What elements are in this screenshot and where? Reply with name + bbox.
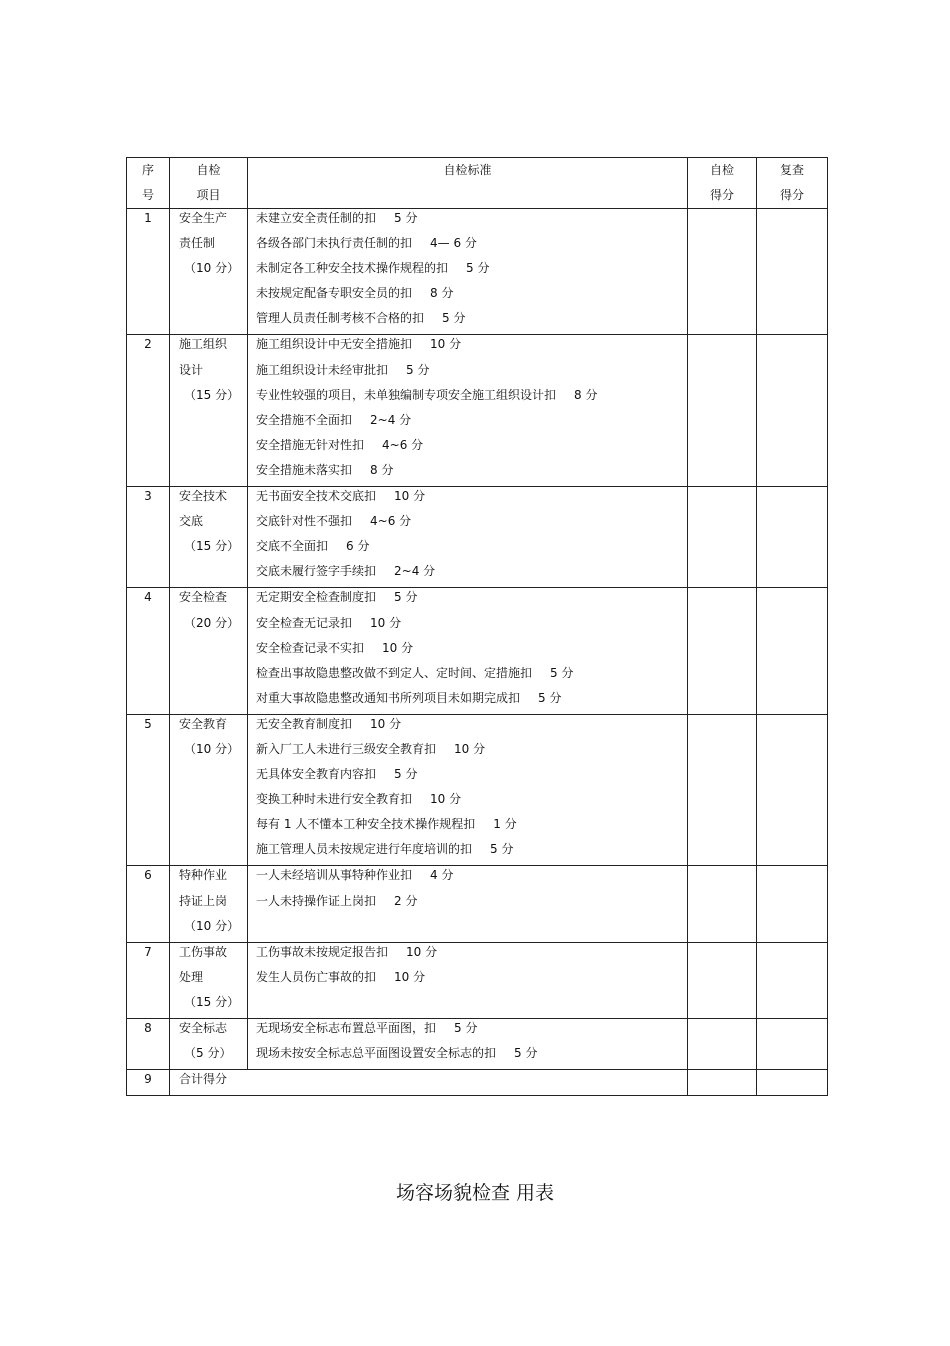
table-row (127, 942, 828, 1018)
row-number-cell (127, 1019, 170, 1070)
criterion-points: 10 分 (430, 337, 462, 352)
self-score-cell[interactable] (688, 335, 757, 487)
criterion-points: 5 分 (454, 1021, 478, 1035)
criterion-points: 4~6 分 (382, 437, 424, 452)
self-score-cell[interactable] (688, 866, 757, 942)
criterion-points: 5 分 (514, 1046, 538, 1061)
row-number: 6 (144, 868, 152, 883)
table-body (127, 209, 828, 1096)
criterion-line (248, 689, 687, 714)
row-number-cell (127, 487, 170, 588)
criterion-line (248, 461, 687, 486)
criterion-line (248, 512, 687, 537)
criterion-text: 一人未持操作证上岗扣 (256, 893, 377, 908)
self-score-cell[interactable] (688, 942, 757, 1018)
criterion-text: 管理人员责任制考核不合格的扣 (256, 311, 425, 326)
criterion-line (248, 309, 687, 334)
criterion-text: 交底针对性不强扣 (256, 514, 353, 529)
recheck-score-cell[interactable] (757, 1019, 828, 1070)
self-score-cell[interactable] (688, 487, 757, 588)
criteria-cell (248, 1019, 688, 1070)
criterion-text: 专业性较强的项目，未单独编制专项安全施工组织设计扣 (256, 387, 557, 402)
row-number: 2 (144, 337, 152, 352)
next-section-title: 场容场貌检查 用表 (395, 1182, 555, 1204)
header-self-score-line1: 自检 (709, 163, 734, 177)
check-item-points: （15 分） (184, 539, 240, 554)
criterion-line (248, 790, 687, 815)
check-item-points: （20 分） (184, 615, 240, 630)
criterion-text: 安全措施不全面扣 (256, 412, 353, 427)
header-row (127, 158, 828, 209)
row-number-cell (127, 714, 170, 866)
criterion-text: 无具体安全教育内容扣 (256, 767, 377, 782)
check-item-cell (170, 487, 248, 588)
criterion-points: 2~4 分 (394, 564, 436, 579)
criterion-text: 检查出事故隐患整改做不到定人、定时间、定措施扣 (256, 665, 533, 680)
self-score-cell[interactable] (688, 1019, 757, 1070)
total-label-cell (170, 1070, 688, 1096)
criteria-cell (248, 588, 688, 714)
row-number: 3 (144, 489, 152, 504)
header-item (170, 158, 248, 209)
row-number: 1 (144, 211, 152, 225)
table-row (127, 714, 828, 866)
criterion-text: 施工管理人员未按规定进行年度培训的扣 (256, 842, 473, 857)
criterion-points: 5 分 (394, 590, 418, 605)
check-item-name: 安全生产 (179, 211, 228, 225)
criterion-line (248, 436, 687, 461)
criterion-text: 变换工种时未进行安全教育扣 (256, 792, 413, 807)
criterion-text: 未制定各工种安全技术操作规程的扣 (256, 261, 449, 276)
header-no (127, 158, 170, 209)
row-number-cell (127, 209, 170, 335)
criterion-points: 10 分 (370, 716, 402, 731)
criterion-points: 5 分 (466, 261, 490, 276)
row-number: 4 (144, 590, 152, 605)
check-item-cell (170, 714, 248, 866)
criterion-points: 2~4 分 (370, 412, 412, 427)
criterion-line (248, 562, 687, 587)
criterion-points: 4— 6 分 (430, 236, 477, 251)
header-self-score-line2: 得分 (709, 188, 734, 202)
recheck-score-cell[interactable] (757, 714, 828, 866)
criterion-line (248, 1019, 687, 1044)
criterion-text: 安全措施无针对性扣 (256, 437, 365, 452)
criterion-line (248, 968, 687, 993)
criterion-text: 一人未经培训从事特种作业扣 (256, 868, 413, 883)
criterion-points: 5 分 (394, 767, 418, 782)
criterion-line (248, 284, 687, 309)
self-score-cell[interactable] (688, 209, 757, 335)
check-item-name: 持证上岗 (179, 893, 228, 908)
criterion-line (248, 1044, 687, 1069)
check-item-name: 安全检查 (179, 590, 228, 605)
row-number-cell (127, 588, 170, 714)
criterion-text: 交底不全面扣 (256, 539, 329, 554)
criterion-line (248, 259, 687, 284)
criterion-points: 6 分 (346, 539, 370, 554)
criterion-line (248, 209, 687, 234)
criteria-cell (248, 942, 688, 1018)
criterion-line (248, 335, 687, 360)
criterion-text: 发生人员伤亡事故的扣 (256, 969, 377, 984)
table-row (127, 335, 828, 487)
check-item-cell (170, 942, 248, 1018)
row-number-cell (127, 942, 170, 1018)
row-number-cell (127, 335, 170, 487)
check-item-points: （15 分） (184, 994, 240, 1009)
check-item-name: 交底 (179, 514, 204, 529)
criterion-line (248, 943, 687, 968)
table-row (127, 866, 828, 942)
criterion-text: 未按规定配备专职安全员的扣 (256, 286, 413, 301)
row-number-cell (127, 1070, 170, 1096)
criterion-text: 对重大事故隐患整改通知书所列项目未如期完成扣 (256, 690, 521, 705)
table-row (127, 588, 828, 714)
criterion-text: 各级各部门未执行责任制的扣 (256, 236, 413, 251)
header-item-line1: 自检 (196, 163, 221, 177)
criterion-line (248, 639, 687, 664)
criterion-points: 10 分 (394, 489, 426, 504)
criterion-text: 安全措施未落实扣 (256, 462, 353, 477)
header-recheck-score (757, 158, 828, 209)
criterion-points: 4~6 分 (370, 514, 412, 529)
criteria-cell (248, 335, 688, 487)
criterion-points: 10 分 (454, 741, 486, 756)
criterion-points: 5 分 (550, 665, 574, 680)
check-item-points: （10 分） (184, 741, 240, 756)
criterion-line (248, 715, 687, 740)
total-row (127, 1070, 828, 1096)
criterion-line (248, 386, 687, 411)
header-self-score (688, 158, 757, 209)
check-item-points: （15 分） (184, 387, 240, 402)
criterion-line (248, 917, 687, 942)
check-item-cell (170, 1019, 248, 1070)
criterion-points: 5 分 (538, 690, 562, 705)
header-recheck-score-line1: 复查 (779, 163, 804, 177)
criterion-points: 8 分 (430, 286, 454, 301)
header-standard (248, 158, 688, 209)
criterion-points: 5 分 (442, 311, 466, 326)
criterion-points: 4 分 (430, 868, 454, 883)
criterion-line (248, 840, 687, 865)
row-number: 9 (144, 1072, 152, 1087)
row-number: 7 (144, 944, 152, 959)
check-item-points: （5 分） (184, 1046, 232, 1061)
check-item-name: 处理 (179, 969, 204, 984)
row-number-cell (127, 866, 170, 942)
criterion-text: 现场未按安全标志总平面图设置安全标志的扣 (256, 1046, 497, 1061)
criterion-line (248, 866, 687, 891)
criterion-line (248, 664, 687, 689)
table-row (127, 209, 828, 335)
total-label: 合计得分 (179, 1072, 228, 1087)
check-item-name: 特种作业 (179, 868, 228, 883)
check-item-name: 安全标志 (179, 1021, 228, 1035)
check-item-name: 施工组织 (179, 337, 228, 352)
recheck-score-cell[interactable] (757, 209, 828, 335)
criterion-line (248, 740, 687, 765)
criterion-text: 未建立安全责任制的扣 (256, 211, 377, 225)
criterion-points: 10 分 (430, 792, 462, 807)
table-row (127, 487, 828, 588)
criterion-line (248, 614, 687, 639)
criterion-points: 10 分 (406, 944, 438, 959)
header-no-line2: 号 (141, 188, 154, 202)
check-item-points: （10 分） (184, 261, 240, 276)
check-item-cell (170, 335, 248, 487)
check-item-name: 安全教育 (179, 716, 228, 731)
check-item-name: 责任制 (179, 236, 216, 251)
total-recheck-score-cell[interactable] (757, 1070, 828, 1096)
criterion-line (248, 815, 687, 840)
criterion-text: 安全检查无记录扣 (256, 615, 353, 630)
header-item-line2: 项目 (196, 188, 221, 202)
criterion-line (248, 361, 687, 386)
criterion-line (248, 411, 687, 436)
criterion-points: 5 分 (394, 211, 418, 225)
recheck-score-cell[interactable] (757, 942, 828, 1018)
criterion-line (248, 234, 687, 259)
criterion-line (248, 588, 687, 613)
table-row (127, 1019, 828, 1070)
criterion-text: 新入厂工人未进行三级安全教育扣 (256, 741, 437, 756)
criterion-text: 无书面安全技术交底扣 (256, 489, 377, 504)
recheck-score-cell[interactable] (757, 866, 828, 942)
criterion-text: 施工组织设计中无安全措施扣 (256, 337, 413, 352)
criterion-points: 10 分 (394, 969, 426, 984)
check-item-name: 工伤事故 (179, 944, 228, 959)
criterion-points: 5 分 (406, 362, 430, 377)
check-item-cell (170, 209, 248, 335)
criterion-line (248, 993, 687, 1018)
criterion-line (248, 537, 687, 562)
criterion-text: 无定期安全检查制度扣 (256, 590, 377, 605)
check-item-name: 设计 (179, 362, 204, 377)
criterion-text: 每有 1 人不懂本工种安全技术操作规程扣 (256, 817, 476, 832)
criterion-text: 无安全教育制度扣 (256, 716, 353, 731)
criteria-cell (248, 866, 688, 942)
criterion-text: 交底未履行签字手续扣 (256, 564, 377, 579)
self-score-cell[interactable] (688, 588, 757, 714)
header-no-line1: 序 (141, 163, 154, 177)
check-item-cell (170, 866, 248, 942)
header-recheck-score-line2: 得分 (779, 188, 804, 202)
criterion-line (248, 487, 687, 512)
self-score-cell[interactable] (688, 714, 757, 866)
criterion-points: 10 分 (382, 640, 414, 655)
criterion-text: 无现场安全标志布置总平面图，扣 (256, 1021, 437, 1035)
row-number: 8 (144, 1021, 152, 1035)
criterion-points: 8 分 (574, 387, 598, 402)
safety-self-check-table (126, 157, 828, 1096)
criterion-line (248, 765, 687, 790)
recheck-score-cell[interactable] (757, 588, 828, 714)
recheck-score-cell[interactable] (757, 335, 828, 487)
criterion-text: 工伤事故未按规定报告扣 (256, 944, 389, 959)
total-self-score-cell[interactable] (688, 1070, 757, 1096)
check-item-name: 安全技术 (179, 489, 228, 504)
criteria-cell (248, 714, 688, 866)
header-standard-label: 自检标准 (443, 163, 492, 177)
check-item-points: （10 分） (184, 918, 240, 933)
criterion-points: 10 分 (370, 615, 402, 630)
criterion-line (248, 892, 687, 917)
criterion-text: 安全检查记录不实扣 (256, 640, 365, 655)
criterion-points: 2 分 (394, 893, 418, 908)
criteria-cell (248, 209, 688, 335)
criterion-points: 8 分 (370, 462, 394, 477)
criterion-text: 施工组织设计未经审批扣 (256, 362, 389, 377)
criterion-points: 1 分 (493, 817, 517, 832)
check-item-cell (170, 588, 248, 714)
criterion-points: 5 分 (490, 842, 514, 857)
row-number: 5 (144, 716, 152, 731)
recheck-score-cell[interactable] (757, 487, 828, 588)
criteria-cell (248, 487, 688, 588)
